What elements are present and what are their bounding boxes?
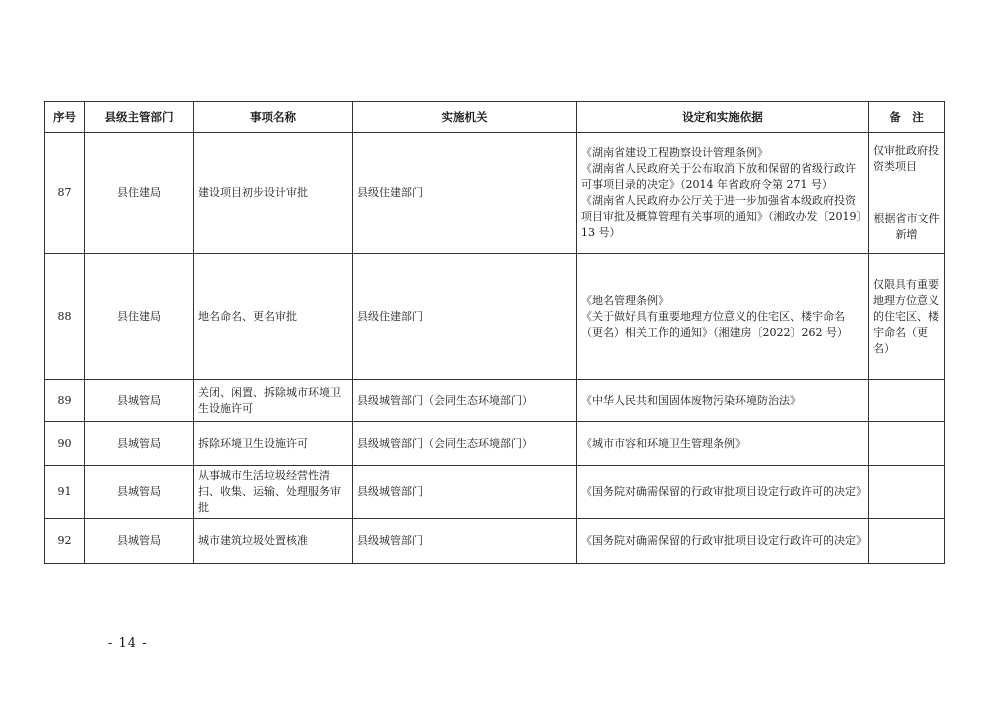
- cell-agency: 县级城管部门（会同生态环境部门）: [353, 380, 577, 422]
- cell-county-dept: 县住建局: [85, 254, 194, 380]
- table-row: [45, 133, 945, 254]
- cell-agency: 县级城管部门: [353, 519, 577, 564]
- cell-basis: 《城市市容和环境卫生管理条例》: [577, 422, 869, 466]
- cell-serial-no: 87: [45, 133, 85, 254]
- cell-note: [869, 380, 945, 422]
- cell-agency: 县级住建部门: [353, 133, 577, 254]
- cell-serial-no: 89: [45, 380, 85, 422]
- cell-basis: 《国务院对确需保留的行政审批项目设定行政许可的决定》: [577, 519, 869, 564]
- cell-note: [869, 133, 945, 254]
- table-header-row: [45, 102, 945, 133]
- cell-agency: 县级城管部门（会同生态环境部门）: [353, 422, 577, 466]
- cell-basis: [577, 254, 869, 380]
- cell-basis: 《中华人民共和国固体废物污染环境防治法》: [577, 380, 869, 422]
- cell-note: [869, 519, 945, 564]
- basis-line: 《湖南省建设工程勘察设计管理条例》: [581, 146, 768, 159]
- approval-items-table: [44, 101, 945, 564]
- cell-item-name: 建设项目初步设计审批: [194, 133, 353, 254]
- table-row: [45, 254, 945, 380]
- header-serial-no: 序号: [45, 102, 85, 133]
- cell-item-name: 拆除环境卫生设施许可: [194, 422, 353, 466]
- header-basis: 设定和实施依据: [577, 102, 869, 133]
- basis-line: 《关于做好具有重要地理方位意义的住宅区、楼宇命名（更名）相关工作的通知》（湘建房〔2022〕262 号）: [581, 309, 848, 339]
- header-agency: 实施机关: [353, 102, 577, 133]
- cell-item-name: 从事城市生活垃圾经营性清扫、收集、运输、处理服务审批: [194, 466, 353, 519]
- note-text-added: 根据省市文件新增: [873, 212, 940, 241]
- table-row: [45, 466, 945, 519]
- cell-basis: [577, 133, 869, 254]
- header-item-name: 事项名称: [194, 102, 353, 133]
- cell-county-dept: 县城管局: [85, 519, 194, 564]
- page-number: - 14 -: [108, 636, 148, 651]
- header-note: 备 注: [869, 102, 945, 133]
- note-text: 仅审批政府投资类项目: [873, 144, 939, 173]
- cell-item-name: 关闭、闲置、拆除城市环境卫生设施许可: [194, 380, 353, 422]
- basis-line: 《湖南省人民政府关于公布取消下放和保留的省级行政许可事项目录的决定》（2014 年省政府令第 271 号）: [581, 162, 856, 191]
- cell-basis: 《国务院对确需保留的行政审批项目设定行政许可的决定》: [577, 466, 869, 519]
- cell-county-dept: 县城管局: [85, 422, 194, 466]
- cell-serial-no: 90: [45, 422, 85, 466]
- cell-county-dept: 县城管局: [85, 380, 194, 422]
- table-row: [45, 422, 945, 466]
- basis-line: 《湖南省人民政府办公厅关于进一步加强省本级政府投资项目审批及概算管理有关事项的通知》（湘政办发〔2019〕13 号）: [581, 194, 862, 239]
- cell-item-name: 城市建筑垃圾处置核准: [194, 519, 353, 564]
- table-row: [45, 380, 945, 422]
- cell-agency: 县级城管部门: [353, 466, 577, 519]
- cell-serial-no: 88: [45, 254, 85, 380]
- cell-county-dept: 县城管局: [85, 466, 194, 519]
- basis-line: 《地名管理条例》: [581, 293, 669, 307]
- cell-note: [869, 422, 945, 466]
- cell-serial-no: 91: [45, 466, 85, 519]
- table-row: [45, 519, 945, 564]
- header-county-dept: 县级主管部门: [85, 102, 194, 133]
- cell-county-dept: 县住建局: [85, 133, 194, 254]
- cell-note: [869, 466, 945, 519]
- cell-note: 仅限具有重要地理方位意义的住宅区、楼宇命名（更名）: [869, 254, 945, 380]
- cell-agency: 县级住建部门: [353, 254, 577, 380]
- cell-item-name: 地名命名、更名审批: [194, 254, 353, 380]
- cell-serial-no: 92: [45, 519, 85, 564]
